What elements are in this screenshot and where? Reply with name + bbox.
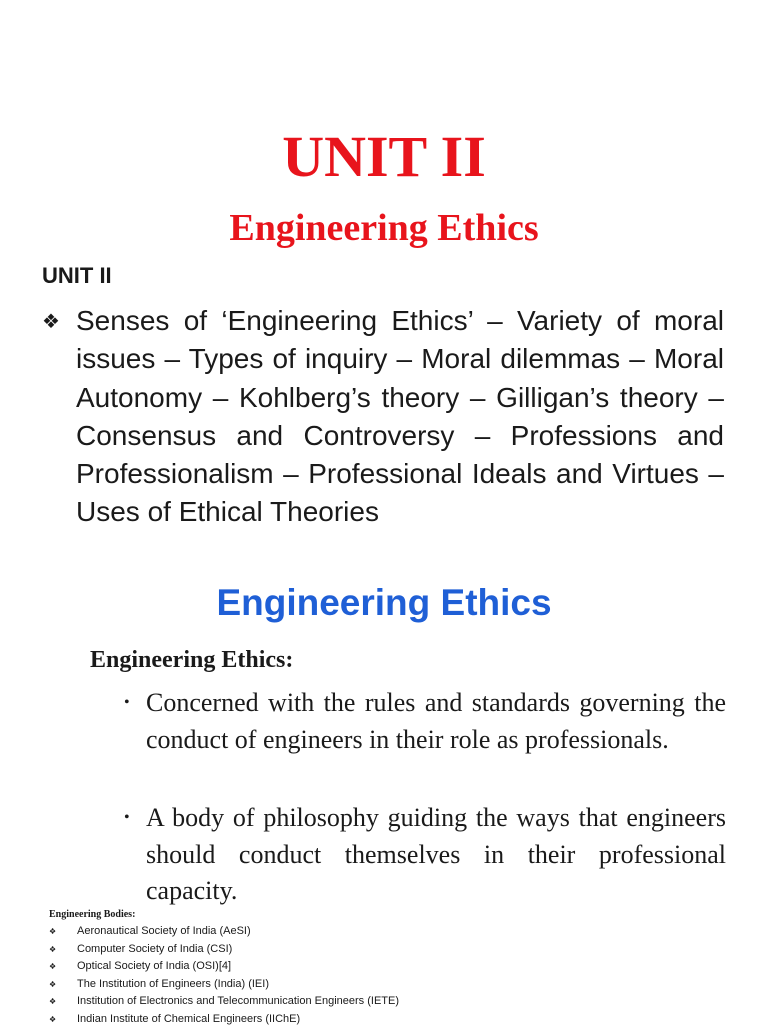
definition-point-text: Concerned with the rules and standards governing the conduct of engineers in their role as professionals. [146, 688, 726, 754]
page-subtitle: Engineering Ethics [229, 207, 539, 249]
syllabus-text: Senses of ‘Engineering Ethics’ – Variety of moral issues – Types of inquiry – Moral dilemmas – Moral Autonomy – Kohlberg’s theory – Gilligan’s theory – Consensus and Controversy – Professions and Professionalism – Professional Ideals and Virtues – Uses of Ethical Theories [76, 305, 724, 528]
section-heading: Engineering Ethics [216, 582, 552, 623]
bodies-heading: Engineering Bodies: [49, 909, 136, 920]
list-item [49, 993, 749, 1011]
definition-point [124, 685, 726, 758]
list-item-text: Computer Society of India (CSI) [77, 942, 233, 955]
diamond-bullet-icon: ❖ [49, 962, 57, 972]
bodies-list [49, 923, 749, 1029]
list-item [49, 941, 749, 959]
list-item [49, 958, 749, 976]
diamond-bullet-icon: ❖ [49, 1014, 57, 1024]
list-item [49, 923, 749, 941]
diamond-bullet-icon: ❖ [49, 944, 57, 954]
list-item [49, 1011, 749, 1029]
list-item-text: The Institution of Engineers (India) (IEI) [77, 977, 269, 990]
definition-label: Engineering Ethics: [90, 647, 294, 673]
syllabus-block [42, 302, 724, 532]
diamond-bullet-icon: ❖ [49, 927, 57, 936]
list-item-text: Indian Institute of Chemical Engineers (IIChE) [77, 1012, 301, 1025]
page-title: UNIT II [282, 124, 486, 189]
list-item [49, 976, 749, 994]
list-item-text: Aeronautical Society of India (AeSI) [77, 925, 251, 937]
diamond-bullet-icon: ❖ [49, 979, 57, 989]
list-item-text: Optical Society of India (OSI)[4] [77, 960, 232, 973]
bullet-dot-icon: • [124, 694, 130, 711]
definition-point-text: A body of philosophy guiding the ways that engineers should conduct themselves in their professional capacity. [146, 803, 726, 905]
definition-point [124, 800, 726, 910]
list-item-text: Institution of Electronics and Telecommunication Engineers (IETE) [77, 995, 400, 1008]
bullet-dot-icon: • [124, 809, 130, 826]
unit-label: UNIT II [42, 263, 112, 288]
diamond-bullet-icon: ❖ [49, 997, 57, 1007]
diamond-bullet-icon: ❖ [42, 311, 60, 333]
